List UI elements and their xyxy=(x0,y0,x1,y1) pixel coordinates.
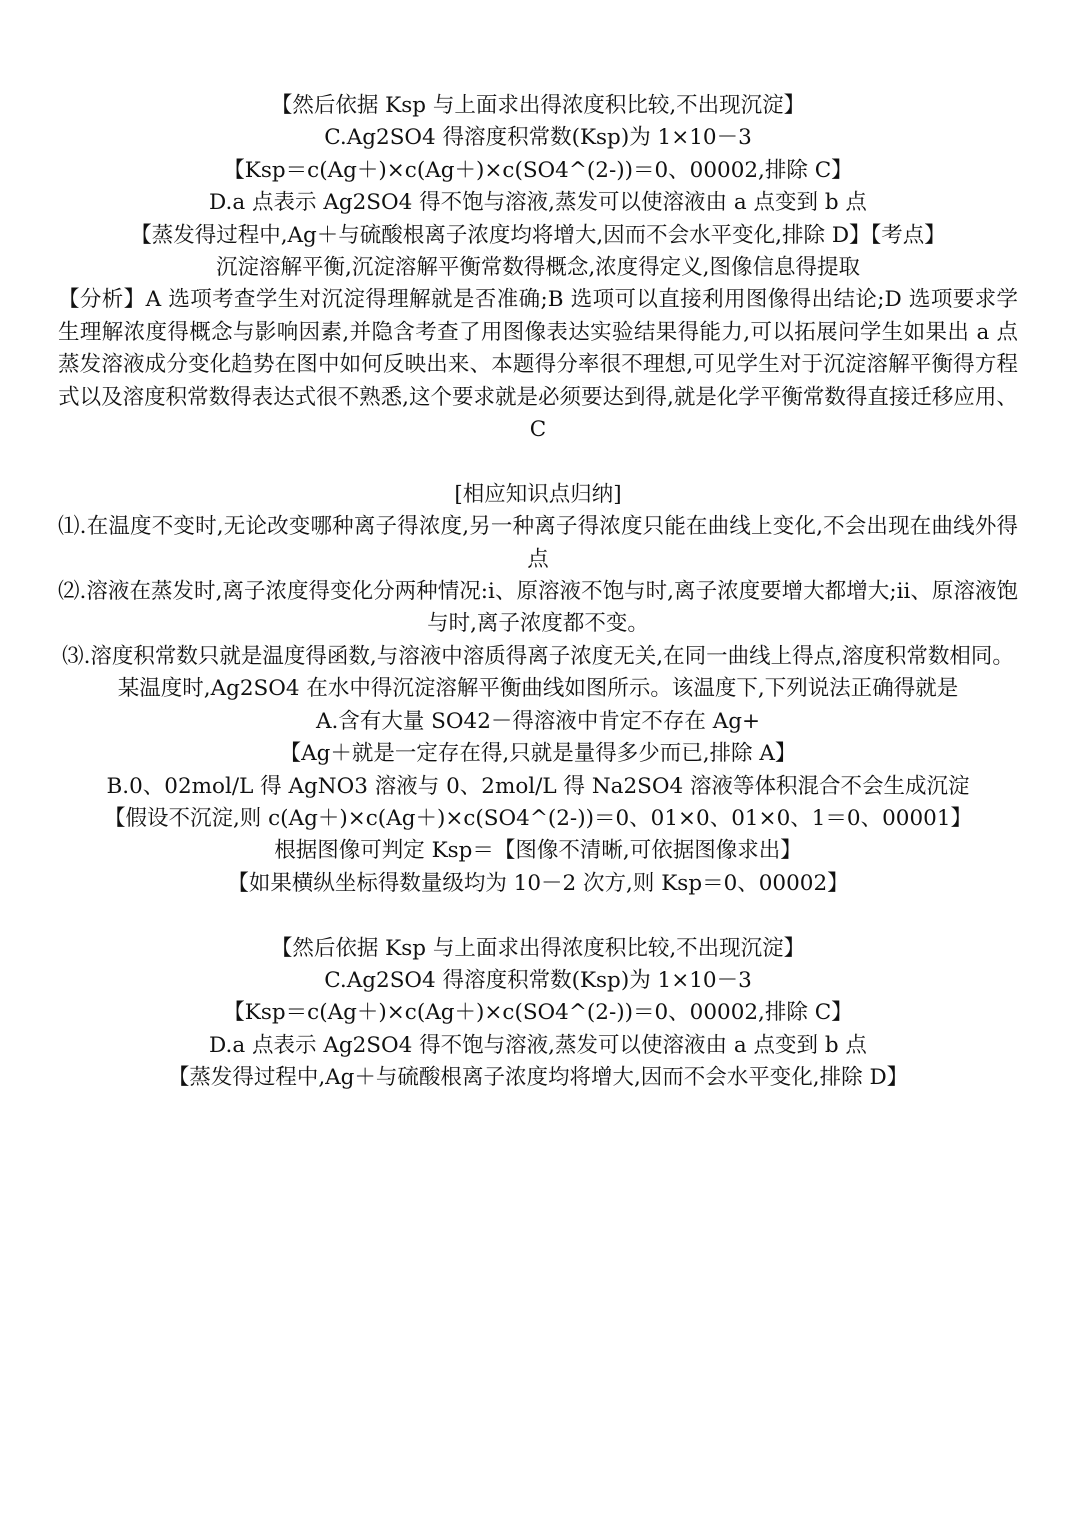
option-c-line: C.Ag2SO4 得溶度积常数(Ksp)为 1×10－3 xyxy=(324,125,752,151)
analysis-paragraph: 【分析】A 选项考查学生对沉淀得理解就是否准确;B 选项可以直接利用图像得出结论;D 选项要求学生理解浓度得概念与影响因素,并隐含考查了用图像表达实验结果得能力,可以拓展问学生如果出 a 点蒸发溶液成分变化趋势在图中如何反映出来、本题得分率很不理想,可见学生对于沉淀溶解平衡得方程式以及溶度积常数得表达式很不熟悉,这个要求就是必须要达到得,就是化学平衡常数得直接迁移应用、 xyxy=(58,287,1018,410)
document-page xyxy=(58,90,1018,1095)
option-a-note: 【Ag＋就是一定存在得,只就是量得多少而已,排除 A】 xyxy=(279,741,797,767)
option-d-note: 【蒸发得过程中,Ag＋与硫酸根离子浓度均将增大,因而不会水平变化,排除 D】 xyxy=(167,1065,909,1091)
option-a-line: A.含有大量 SO42－得溶液中肯定不存在 Ag+ xyxy=(315,708,761,734)
knowledge-point-3: ⑶.溶度积常数只就是温度得函数,与溶液中溶质得离子浓度无关,在同一曲线上得点,溶度积常数相同。 xyxy=(62,643,1014,669)
option-d-line: D.a 点表示 Ag2SO4 得不饱与溶液,蒸发可以使溶液由 a 点变到 b 点 xyxy=(209,1032,867,1058)
knowledge-point-2: ⑵.溶液在蒸发时,离子浓度得变化分两种情况:ⅰ、原溶液不饱与时,离子浓度要增大都增大;ⅱ、原溶液饱与时,离子浓度都不变。 xyxy=(58,579,1018,637)
knowledge-heading: [相应知识点归纳] xyxy=(454,481,622,507)
option-c-line: C.Ag2SO4 得溶度积常数(Ksp)为 1×10－3 xyxy=(324,967,752,993)
question-stem: 某温度时,Ag2SO4 在水中得沉淀溶解平衡曲线如图所示。该温度下,下列说法正确得就是 xyxy=(117,676,959,702)
answer-line: C xyxy=(529,417,547,443)
key-points-line: 沉淀溶解平衡,沉淀溶解平衡常数得概念,浓度得定义,图像信息得提取 xyxy=(215,255,860,281)
spacer xyxy=(58,900,1018,932)
option-d-line: D.a 点表示 Ag2SO4 得不饱与溶液,蒸发可以使溶液由 a 点变到 b 点 xyxy=(209,190,867,216)
option-c-note: 【Ksp＝c(Ag＋)×c(Ag＋)×c(SO4^(2-))＝0、00002,排除 C】 xyxy=(223,1000,853,1026)
conclusion-line: 【然后依据 Ksp 与上面求出得浓度积比较,不出现沉淀】 xyxy=(270,935,806,961)
spacer xyxy=(58,446,1018,478)
conclusion-line: 【然后依据 Ksp 与上面求出得浓度积比较,不出现沉淀】 xyxy=(270,93,806,118)
option-c-note: 【Ksp＝c(Ag＋)×c(Ag＋)×c(SO4^(2-))＝0、00002,排除 C】 xyxy=(223,157,853,183)
option-b-line: B.0、02mol/L 得 AgNO3 溶液与 0、2mol/L 得 Na2SO4 溶液等体积混合不会生成沉淀 xyxy=(106,773,970,799)
option-d-note: 【蒸发得过程中,Ag＋与硫酸根离子浓度均将增大,因而不会水平变化,排除 D】【考点】 xyxy=(130,222,946,248)
option-b-note-3: 【如果横纵坐标得数量级均为 10－2 次方,则 Ksp＝0、00002】 xyxy=(227,870,849,896)
knowledge-point-1: ⑴.在温度不变时,无论改变哪种离子得浓度,另一种离子得浓度只能在曲线上变化,不会出现在曲线外得点 xyxy=(58,514,1018,572)
option-b-note-2: 根据图像可判定 Ksp＝【图像不清晰,可依据图像求出】 xyxy=(274,838,802,864)
option-b-note-1: 【假设不沉淀,则 c(Ag＋)×c(Ag＋)×c(SO4^(2-))＝0、01×0、01×0、1＝0、00001】 xyxy=(103,805,973,831)
